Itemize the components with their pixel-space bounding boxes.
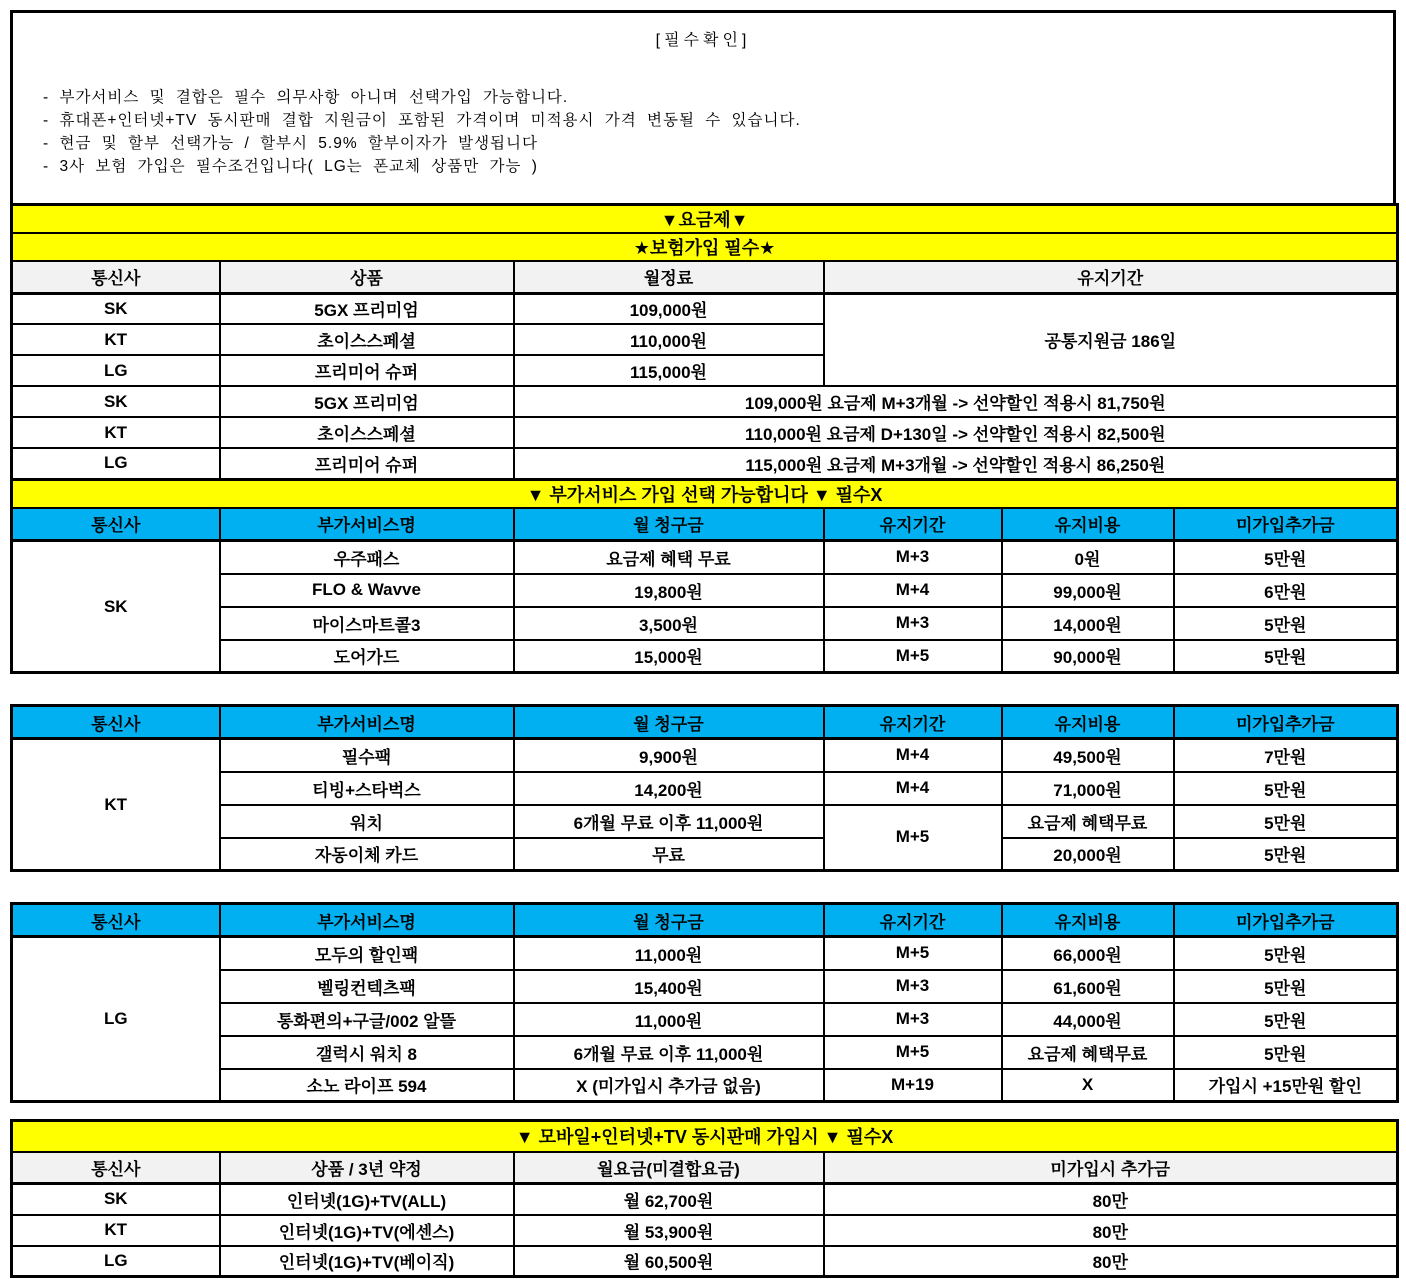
addon-name-cell: 마이스마트콜3 — [220, 607, 514, 640]
period-cell: M+5 — [824, 640, 1002, 673]
lg-addon-table — [10, 902, 1399, 1103]
extra-cell: 5만원 — [1174, 970, 1398, 1003]
carrier-cell: KT — [12, 739, 220, 871]
notice-bullet: - 부가서비스 및 결합은 필수 의무사항 아니며 선택가입 가능합니다. — [43, 89, 569, 106]
fee-cell: 월 60,500원 — [514, 1246, 824, 1277]
extra-cell: 5만원 — [1174, 640, 1398, 673]
cost-cell: 20,000원 — [1002, 838, 1174, 871]
addon-name-cell: 통화편의+구글/002 알뜰 — [220, 1003, 514, 1036]
table-row — [12, 417, 1398, 448]
discount-detail-cell: 115,000원 요금제 M+3개월 -> 선약할인 적용시 86,250원 — [514, 448, 1398, 479]
column-header: 유지기간 — [824, 706, 1002, 739]
monthly-fee-cell: 15,400원 — [514, 970, 824, 1003]
cost-cell: 71,000원 — [1002, 772, 1174, 805]
extra-cell: 5만원 — [1174, 541, 1398, 574]
extra-cell: 5만원 — [1174, 838, 1398, 871]
monthly-fee-cell: 14,200원 — [514, 772, 824, 805]
monthly-fee-cell: X (미가입시 추가금 없음) — [514, 1069, 824, 1102]
product-cell: 5GX 프리미엄 — [220, 293, 514, 324]
column-header: 상품 / 3년 약정 — [220, 1152, 514, 1184]
plan-table — [10, 203, 1399, 481]
addon-name-cell: 워치 — [220, 805, 514, 838]
table-row — [12, 574, 1398, 607]
table-row — [12, 448, 1398, 479]
period-cell: M+3 — [824, 541, 1002, 574]
addon-name-cell: 우주패스 — [220, 541, 514, 574]
monthly-fee-cell: 6개월 무료 이후 11,000원 — [514, 805, 824, 838]
period-cell: M+3 — [824, 607, 1002, 640]
period-cell: M+5 — [824, 937, 1002, 970]
column-header: 유지비용 — [1002, 904, 1174, 937]
fee-cell: 월 53,900원 — [514, 1215, 824, 1246]
column-header: 월요금(미결합요금) — [514, 1152, 824, 1184]
monthly-fee-cell: 3,500원 — [514, 607, 824, 640]
column-header: 월 청구금 — [514, 706, 824, 739]
table-row — [12, 805, 1398, 838]
column-header: 통신사 — [12, 1152, 220, 1184]
monthly-fee-cell: 요금제 혜택 무료 — [514, 541, 824, 574]
notice-box — [10, 10, 1396, 206]
carrier-cell: KT — [12, 417, 220, 448]
period-cell: M+4 — [824, 574, 1002, 607]
addon-name-cell: 자동이체 카드 — [220, 838, 514, 871]
notice-bullet: - 현금 및 할부 선택가능 / 할부시 5.9% 할부이자가 발생됩니다 — [43, 135, 538, 152]
bundle-table — [10, 1119, 1399, 1278]
column-header: 유지기간 — [824, 261, 1398, 293]
column-header: 부가서비스명 — [220, 706, 514, 739]
table-row — [12, 937, 1398, 970]
cost-cell: 66,000원 — [1002, 937, 1174, 970]
table-row — [12, 1003, 1398, 1036]
extra-cell: 5만원 — [1174, 1036, 1398, 1069]
table-row — [12, 970, 1398, 1003]
column-header: 유지기간 — [824, 904, 1002, 937]
extra-cell: 5만원 — [1174, 772, 1398, 805]
column-header: 미가입추가금 — [1174, 508, 1398, 541]
carrier-cell: SK — [12, 386, 220, 417]
table-row — [12, 838, 1398, 871]
product-cell: 초이스스페셜 — [220, 324, 514, 355]
extra-cell: 5만원 — [1174, 805, 1398, 838]
cost-cell: 99,000원 — [1002, 574, 1174, 607]
period-cell: M+19 — [824, 1069, 1002, 1102]
carrier-cell: LG — [12, 937, 220, 1102]
addon-name-cell: 소노 라이프 594 — [220, 1069, 514, 1102]
table-row — [12, 739, 1398, 772]
extra-cell: 7만원 — [1174, 739, 1398, 772]
addon-name-cell: 티빙+스타벅스 — [220, 772, 514, 805]
column-header: 부가서비스명 — [220, 904, 514, 937]
cost-cell: 0원 — [1002, 541, 1174, 574]
cost-cell: 요금제 혜택무료 — [1002, 1036, 1174, 1069]
kt-addon-table — [10, 704, 1399, 872]
product-cell: 초이스스페셜 — [220, 417, 514, 448]
product-cell: 인터넷(1G)+TV(에센스) — [220, 1215, 514, 1246]
table-row — [12, 1036, 1398, 1069]
monthly-fee-cell: 19,800원 — [514, 574, 824, 607]
period-cell: M+4 — [824, 772, 1002, 805]
table-row — [12, 1184, 1398, 1215]
product-cell: 5GX 프리미엄 — [220, 386, 514, 417]
addon-header-row — [12, 706, 1398, 739]
fee-cell: 110,000원 — [514, 324, 824, 355]
table-row — [12, 386, 1398, 417]
column-header: 미가입추가금 — [1174, 706, 1398, 739]
bundle-header-row — [12, 1152, 1398, 1184]
monthly-fee-cell: 6개월 무료 이후 11,000원 — [514, 1036, 824, 1069]
cost-cell: 요금제 혜택무료 — [1002, 805, 1174, 838]
table-row — [12, 640, 1398, 673]
extra-cell: 5만원 — [1174, 937, 1398, 970]
cost-cell: 44,000원 — [1002, 1003, 1174, 1036]
carrier-cell: SK — [12, 293, 220, 324]
period-cell: M+3 — [824, 1003, 1002, 1036]
cost-cell: 90,000원 — [1002, 640, 1174, 673]
cost-cell: 49,500원 — [1002, 739, 1174, 772]
carrier-cell: LG — [12, 1246, 220, 1277]
maintain-note-cell: 공통지원금 186일 — [824, 293, 1398, 386]
addon-header-row — [12, 508, 1398, 541]
column-header: 유지비용 — [1002, 706, 1174, 739]
table-row — [12, 1215, 1398, 1246]
addon-banner-label: ▼ 부가서비스 가입 선택 가능합니다 ▼ 필수X — [12, 479, 1398, 508]
period-cell: M+5 — [824, 1036, 1002, 1069]
notice-title: [필수확인] — [655, 32, 751, 49]
addon-name-cell: 모두의 할인팩 — [220, 937, 514, 970]
cost-cell: X — [1002, 1069, 1174, 1102]
period-cell: M+3 — [824, 970, 1002, 1003]
column-header: 월 청구금 — [514, 904, 824, 937]
column-header: 통신사 — [12, 508, 220, 541]
extra-cell: 80만 — [824, 1215, 1398, 1246]
column-header: 미가입추가금 — [1174, 904, 1398, 937]
column-header: 상품 — [220, 261, 514, 293]
table-row — [12, 1069, 1398, 1102]
fee-cell: 월 62,700원 — [514, 1184, 824, 1215]
sk-addon-table — [10, 478, 1399, 675]
addon-name-cell: FLO & Wavve — [220, 574, 514, 607]
monthly-fee-cell: 무료 — [514, 838, 824, 871]
addon-banner-row — [12, 479, 1398, 508]
insurance-banner-row — [12, 233, 1398, 261]
monthly-fee-cell: 9,900원 — [514, 739, 824, 772]
carrier-cell: KT — [12, 324, 220, 355]
addon-name-cell: 필수팩 — [220, 739, 514, 772]
table-row — [12, 607, 1398, 640]
notice-bullet-list — [43, 86, 1393, 178]
carrier-cell: KT — [12, 1215, 220, 1246]
monthly-fee-cell: 11,000원 — [514, 937, 824, 970]
column-header: 월 청구금 — [514, 508, 824, 541]
table-row — [12, 1246, 1398, 1277]
plan-banner-row — [12, 205, 1398, 234]
fee-cell: 115,000원 — [514, 355, 824, 386]
carrier-cell: LG — [12, 355, 220, 386]
extra-cell: 80만 — [824, 1184, 1398, 1215]
addon-name-cell: 도어가드 — [220, 640, 514, 673]
bundle-banner-row — [12, 1121, 1398, 1152]
monthly-fee-cell: 11,000원 — [514, 1003, 824, 1036]
column-header: 통신사 — [12, 261, 220, 293]
carrier-cell: LG — [12, 448, 220, 479]
period-cell: M+5 — [824, 805, 1002, 871]
carrier-cell: SK — [12, 1184, 220, 1215]
discount-detail-cell: 109,000원 요금제 M+3개월 -> 선약할인 적용시 81,750원 — [514, 386, 1398, 417]
product-cell: 프리미어 슈퍼 — [220, 355, 514, 386]
column-header: 통신사 — [12, 706, 220, 739]
product-cell: 프리미어 슈퍼 — [220, 448, 514, 479]
addon-header-row — [12, 904, 1398, 937]
extra-cell: 80만 — [824, 1246, 1398, 1277]
cost-cell: 61,600원 — [1002, 970, 1174, 1003]
plan-header-row — [12, 261, 1398, 293]
column-header: 월정료 — [514, 261, 824, 293]
extra-cell: 가입시 +15만원 할인 — [1174, 1069, 1398, 1102]
extra-cell: 5만원 — [1174, 607, 1398, 640]
extra-cell: 5만원 — [1174, 1003, 1398, 1036]
column-header: 미가입시 추가금 — [824, 1152, 1398, 1184]
product-cell: 인터넷(1G)+TV(베이직) — [220, 1246, 514, 1277]
table-row — [12, 541, 1398, 574]
carrier-cell: SK — [12, 541, 220, 673]
column-header: 유지기간 — [824, 508, 1002, 541]
product-cell: 인터넷(1G)+TV(ALL) — [220, 1184, 514, 1215]
fee-cell: 109,000원 — [514, 293, 824, 324]
table-row — [12, 772, 1398, 805]
period-cell: M+4 — [824, 739, 1002, 772]
monthly-fee-cell: 15,000원 — [514, 640, 824, 673]
column-header: 부가서비스명 — [220, 508, 514, 541]
extra-cell: 6만원 — [1174, 574, 1398, 607]
cost-cell: 14,000원 — [1002, 607, 1174, 640]
addon-name-cell: 벨링컨텍츠팩 — [220, 970, 514, 1003]
column-header: 통신사 — [12, 904, 220, 937]
addon-name-cell: 갤럭시 워치 8 — [220, 1036, 514, 1069]
notice-bullet: - 3사 보험 가입은 필수조건입니다( LG는 폰교체 상품만 가능 ) — [43, 158, 538, 175]
column-header: 유지비용 — [1002, 508, 1174, 541]
table-row — [12, 293, 1398, 324]
discount-detail-cell: 110,000원 요금제 D+130일 -> 선약할인 적용시 82,500원 — [514, 417, 1398, 448]
bundle-banner-label: ▼ 모바일+인터넷+TV 동시판매 가입시 ▼ 필수X — [12, 1121, 1398, 1152]
plan-banner-label: ▼요금제▼ — [12, 205, 1398, 234]
insurance-banner-label: ★보험가입 필수★ — [12, 233, 1398, 261]
notice-bullet: - 휴대폰+인터넷+TV 동시판매 결합 지원금이 포함된 가격이며 미적용시 가격 변동될 수 있습니다. — [43, 112, 801, 129]
